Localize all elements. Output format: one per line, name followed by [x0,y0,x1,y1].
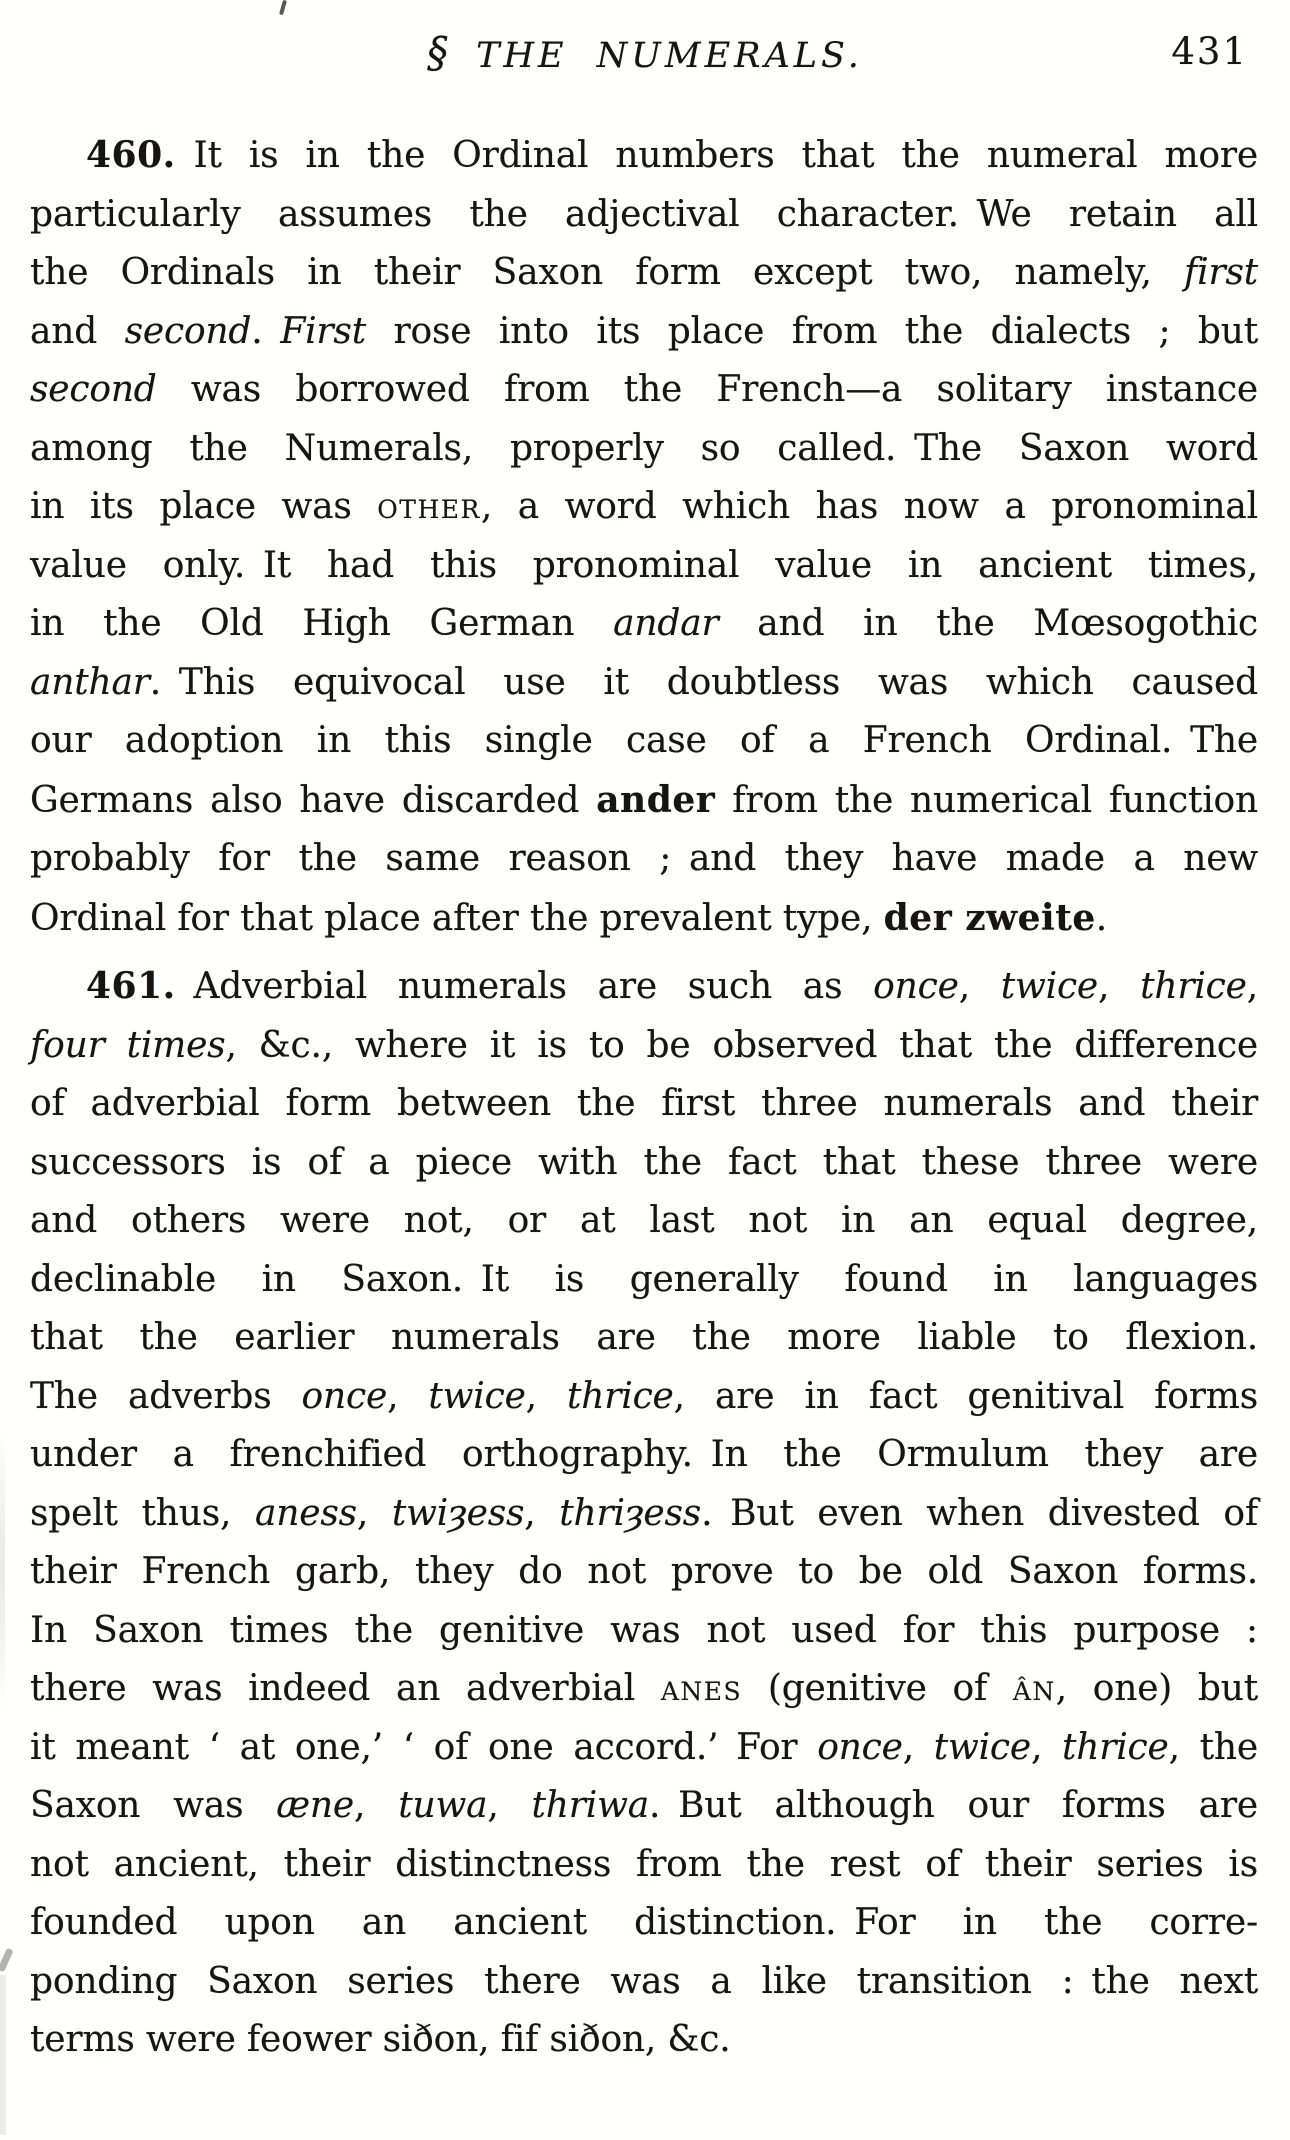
text-line: and others were not, or at last not in an equal degree, [30,1200,1258,1241]
text-line: under a frenchified orthography. In the Ormulum they are [30,1434,1258,1475]
text-line: it meant ‘ at one,’ ‘ of one accord.’ For once, twice, thrice, the [30,1726,1258,1768]
text-line: not ancient, their distinctness from the rest of their series is [30,1843,1258,1885]
text-line: second was borrowed from the French—a solitary instance [30,369,1258,410]
text-line: in the Old High German andar and in the Mœsogothic [30,603,1258,644]
text-line: particularly assumes the adjectival character. We retain all [30,193,1258,235]
text-line: ponding Saxon series there was a like transition : the next [30,1960,1258,2002]
page-body-text [30,126,1258,2070]
text-line: The adverbs once, twice, thrice, are in fact genitival forms [30,1375,1258,1417]
text-line: and second. First rose into its place from the dialects ; but [30,310,1258,352]
paragraph-461 [30,957,1258,2070]
text-line: declinable in Saxon. It is generally found in languages [30,1258,1258,1300]
text-line: Saxon was æne, tuwa, thriwa. But although our forms are [30,1785,1258,1826]
text-line: our adoption in this single case of a French Ordinal. The [30,720,1258,761]
text-line: founded upon an ancient distinction. For in the corre- [30,1902,1258,1943]
scan-artifact [0,1430,5,1710]
text-line: four times, &c., where it is to be observed that the difference [30,1024,1259,1066]
text-line: of adverbial form between the first three numerals and their [30,1083,1258,1124]
text-line: the Ordinals in their Saxon form except two, namely, first [30,252,1258,293]
text-line: 461. Adverbial numerals are such as once, twice, thrice, [86,965,1258,1007]
text-line: In Saxon times the genitive was not used for this purpose : [30,1609,1258,1651]
text-line: Ordinal for that place after the prevalent type, der zweite. [30,896,1107,939]
scan-artifact [0,1975,6,2135]
text-line: spelt thus, aness, twiȝess, thriȝess. But even when divested of [30,1492,1258,1534]
page-title: THE NUMERALS. [476,36,863,76]
text-line: that the earlier numerals are the more liable to flexion. [30,1317,1258,1358]
text-line: there was indeed an adverbial anes (genitive of ân, one) but [30,1668,1258,1709]
text-line: successors is of a piece with the fact that these three were [30,1141,1258,1183]
text-line: 460. It is in the Ordinal numbers that the numeral more [86,134,1258,176]
section-mark: § [427,28,453,77]
text-line: probably for the same reason ; and they have made a new [30,838,1258,879]
text-line: in its place was other, a word which has now a pronominal [30,486,1258,527]
scan-artifact [0,1948,14,1973]
running-header [0,28,1290,77]
scan-artifact [279,0,287,15]
text-line: among the Numerals, properly so called. The Saxon word [30,427,1258,469]
paragraph-460 [30,126,1258,948]
page-number: 431 [1171,30,1248,73]
text-line: anthar. This equivocal use it doubtless was which caused [30,661,1258,703]
text-line: Germans also have discarded ander from the numerical function [30,778,1258,821]
text-line: terms were feower siðon, fif siðon, &c. [30,2019,731,2060]
text-line: value only. It had this pronominal value in ancient times, [30,544,1258,586]
text-line: their French garb, they do not prove to be old Saxon forms. [30,1551,1258,1592]
